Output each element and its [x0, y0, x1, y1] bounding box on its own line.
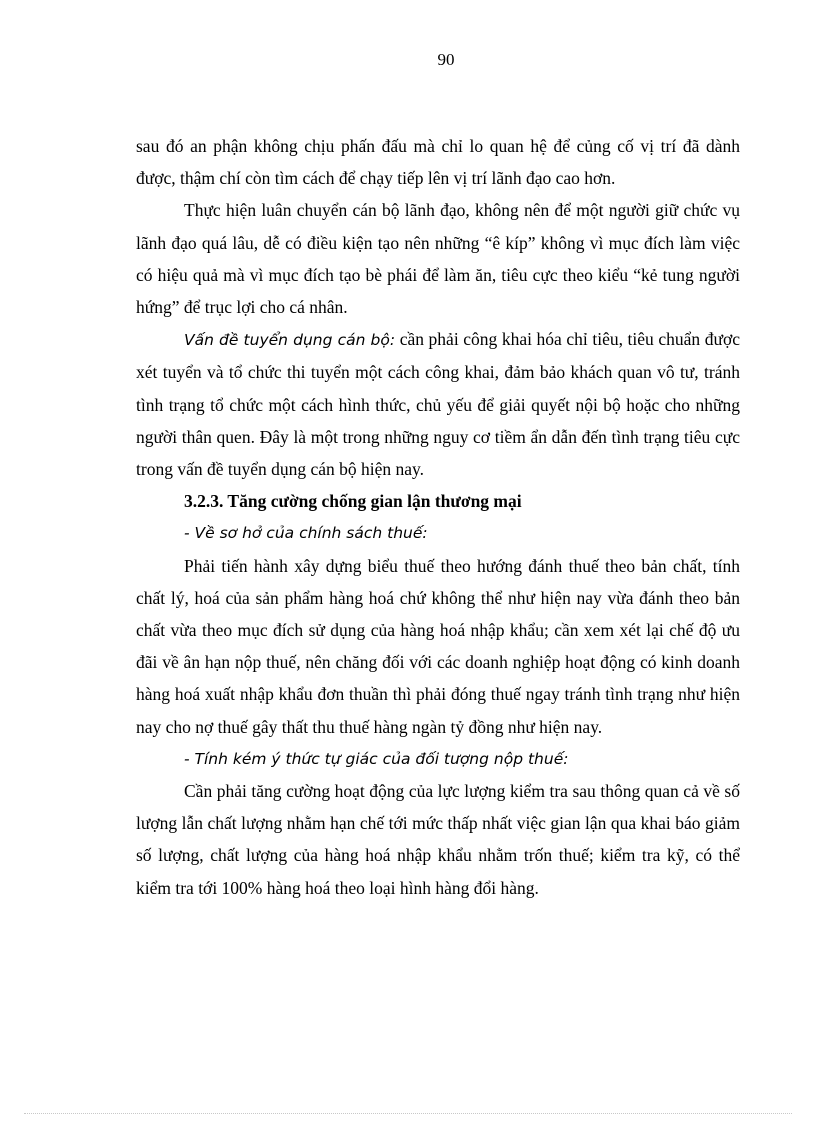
subheading-taxpayer-awareness: - Tính kém ý thức tự giác của đối tượng nộp thuế:	[184, 749, 569, 768]
page-bottom-divider	[24, 1113, 792, 1114]
section-heading: 3.2.3. Tăng cường chống gian lận thương mại	[184, 491, 522, 512]
paragraph-recruitment	[136, 323, 740, 485]
page-body	[136, 130, 740, 904]
paragraph-post-clearance: Cần phải tăng cường hoạt động của lực lượng kiểm tra sau thông quan cả về số lượng lẫn chất lượng nhằm hạn chế tới mức thấp nhất việc gian lận qua khai báo giảm số lượng, chất lượng của hàng hoá nhập khẩu nhằm trốn thuế; kiểm tra kỹ, có thể kiểm tra tới 100% hàng hoá theo loại hình hàng đổi hàng.	[136, 781, 740, 898]
paragraph-recruitment-body: cần phải công khai hóa chỉ tiêu, tiêu chuẩn được xét tuyển và tổ chức thi tuyển một cách công khai, đảm bảo khách quan vô tư, tránh tình trạng tổ chức một cách hình thức, chủ yếu để giải quyết nội bộ hoặc cho những người thân quen. Đây là một trong những nguy cơ tiềm ẩn dẫn đến tình trạng tiêu cực trong vấn đề tuyển dụng cán bộ hiện nay.	[136, 329, 740, 480]
subheading-tax-policy: - Về sơ hở của chính sách thuế:	[184, 524, 428, 543]
paragraph-tax-policy: Phải tiến hành xây dựng biểu thuế theo hướng đánh thuế theo bản chất, tính chất lý, hoá của sản phẩm hàng hoá chứ không thể như hiện nay vừa đánh theo bản chất vừa theo mục đích sử dụng của hàng hoá nhập khẩu; cần xem xét lại chế độ ưu đãi về ân hạn nộp thuế, nên chăng đối với các doanh nghiệp hoạt động có kinh doanh hàng hoá xuất nhập khẩu đơn thuần thì phải đóng thuế ngay tránh tình trạng như hiện nay cho nợ thuế gây thất thu thuế hàng ngàn tỷ đồng như hiện nay.	[136, 555, 740, 737]
paragraph-leadership-rotation: Thực hiện luân chuyển cán bộ lãnh đạo, không nên để một người giữ chức vụ lãnh đạo quá lâu, dễ có điều kiện tạo nên những “ê kíp” không vì mục đích làm việc có hiệu quả mà vì mục đích tạo bè phái để làm ăn, tiêu cực theo kiểu “kẻ tung người hứng” để trục lợi cho cá nhân.	[136, 200, 740, 318]
paragraph-continuation: sau đó an phận không chịu phấn đấu mà chỉ lo quan hệ để củng cố vị trí đã dành được, thậm chí còn tìm cách để chạy tiếp lên vị trí lãnh đạo cao hơn.	[136, 136, 740, 189]
paragraph-recruitment-lead: Vấn đề tuyển dụng cán bộ:	[184, 331, 396, 350]
page-number: 90	[437, 50, 455, 69]
